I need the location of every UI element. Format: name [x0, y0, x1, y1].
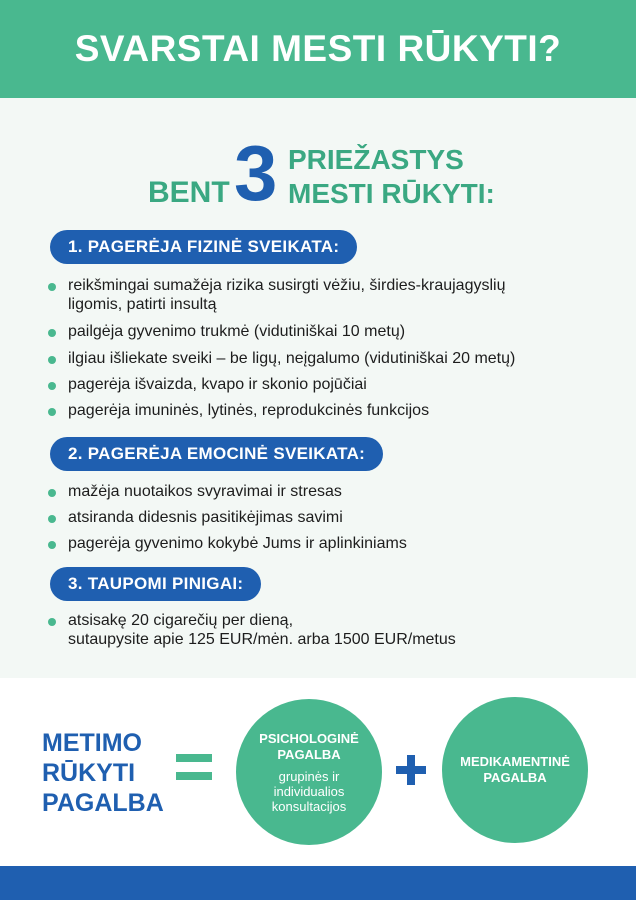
- list-item: pagerėja išvaizda, kvapo ir skonio pojūčiai: [48, 375, 608, 394]
- footer-bar: [0, 866, 636, 900]
- list-item: atsisakę 20 cigarečių per dieną,: [48, 611, 608, 630]
- header-banner: [0, 0, 636, 98]
- bullet-icon: [48, 489, 56, 497]
- bullet-icon: [48, 541, 56, 549]
- medical-help-circle: MEDIKAMENTINĖ PAGALBA: [442, 697, 588, 843]
- bullet-icon: [48, 356, 56, 364]
- list-item: pailgėja gyvenimo trukmė (vidutiniškai 10 metų): [48, 322, 608, 341]
- list-item: pagerėja gyvenimo kokybė Jums ir aplinkiniams: [48, 534, 608, 553]
- list-item: ligomis, patirti insultą: [68, 296, 217, 314]
- section-title-money: 3. TAUPOMI PINIGAI:: [50, 567, 261, 601]
- list-item: pagerėja imuninės, lytinės, reprodukcinės funkcijos: [48, 401, 608, 420]
- section-list-emotional: [48, 482, 608, 554]
- page-title: SVARSTAI MESTI RŪKYTI?: [74, 28, 562, 69]
- psychological-help-circle: PSICHOLOGINĖ PAGALBA grupinės ir individualios konsultacijos: [236, 699, 382, 845]
- headline-prefix: BENT: [148, 176, 230, 209]
- bullet-icon: [48, 329, 56, 337]
- help-label: METIMO RŪKYTI PAGALBA: [42, 729, 164, 817]
- headline: [0, 129, 636, 218]
- bullet-icon: [48, 618, 56, 626]
- bullet-icon: [48, 515, 56, 523]
- section-list-money: [48, 611, 608, 649]
- section-list-physical: [48, 276, 608, 420]
- list-item: sutaupysite apie 125 EUR/mėn. arba 1500 EUR/metus: [68, 631, 456, 649]
- bullet-icon: [48, 408, 56, 416]
- section-title-emotional: 2. PAGERĖJA EMOCINĖ SVEIKATA:: [50, 437, 383, 471]
- plus-icon: [396, 755, 426, 785]
- bullet-icon: [48, 283, 56, 291]
- headline-number: 3: [234, 129, 278, 217]
- headline-line2: MESTI RŪKYTI:: [288, 178, 495, 209]
- headline-line1: PRIEŽASTYS: [288, 144, 464, 175]
- equals-icon: [176, 752, 212, 782]
- bullet-icon: [48, 382, 56, 390]
- list-item: atsiranda didesnis pasitikėjimas savimi: [48, 508, 608, 527]
- list-item: mažėja nuotaikos svyravimai ir stresas: [48, 482, 608, 501]
- section-title-physical: 1. PAGERĖJA FIZINĖ SVEIKATA:: [50, 230, 357, 264]
- list-item: ilgiau išliekate sveiki – be ligų, neįgalumo (vidutiniškai 20 metų): [48, 349, 608, 368]
- list-item: reikšmingai sumažėja rizika susirgti vėžiu, širdies-kraujagyslių: [48, 276, 608, 295]
